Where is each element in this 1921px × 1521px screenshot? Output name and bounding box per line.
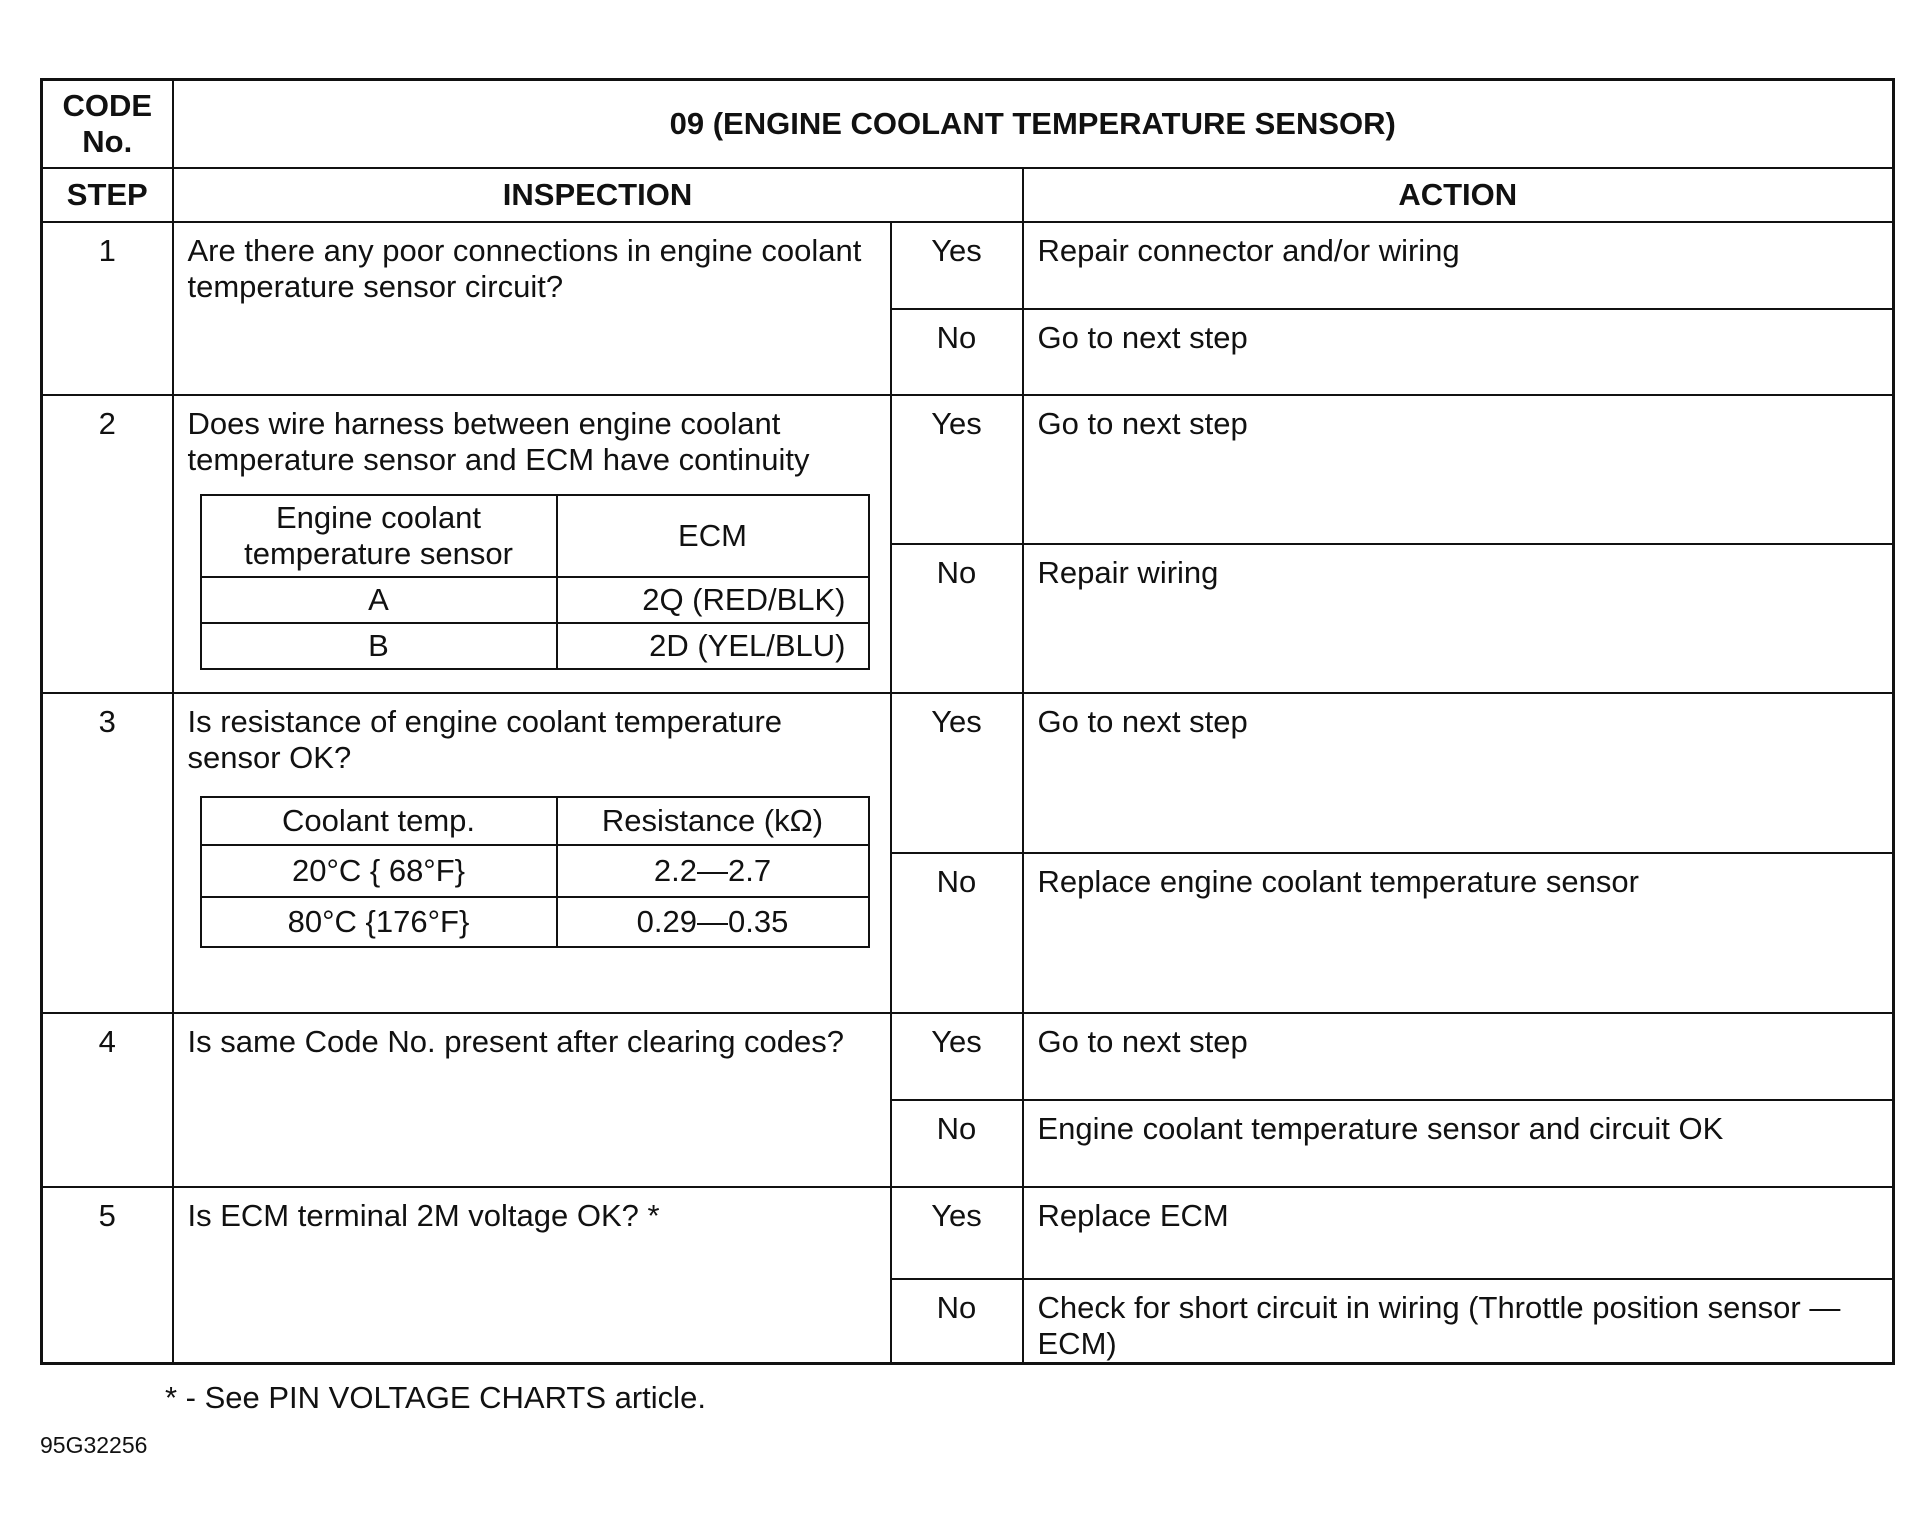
no-action: Replace engine coolant temperature sensor [1023,853,1894,1012]
yes-action: Go to next step [1023,395,1894,544]
inspection-question: Does wire harness between engine coolant temperature sensor and ECM have continuity [187,405,810,477]
inspection-question: Is same Code No. present after clearing codes? [173,1013,891,1187]
no-label: No [891,1279,1023,1364]
continuity-table [200,494,870,670]
no-action: Engine coolant temperature sensor and circuit OK [1023,1100,1894,1187]
step-number: 4 [42,1013,173,1187]
table-cell: 2D (YEL/BLU) [557,623,869,669]
table-row [201,623,869,669]
code-title: 09 (ENGINE COOLANT TEMPERATURE SENSOR) [173,80,1894,168]
no-label: No [891,1100,1023,1187]
no-label: No [891,309,1023,395]
figure-id: 95G32256 [40,1432,148,1458]
no-label: No [891,853,1023,1012]
table-header-sensor: Engine coolant temperature sensor [201,495,557,577]
yes-label: Yes [891,1187,1023,1279]
step-2-yes-row [42,395,1894,544]
code-header-row [42,80,1894,168]
inspection-cell [173,693,891,1012]
yes-action: Go to next step [1023,1013,1894,1100]
column-header-row [42,168,1894,222]
inspection-question: Is resistance of engine coolant temperature sensor OK? [187,704,783,776]
step-1-yes-row [42,222,1894,309]
table-row [201,577,869,623]
table-cell: 80°C {176°F} [201,897,557,947]
resistance-table [200,796,870,948]
step-number: 2 [42,395,173,693]
table-cell: A [201,577,557,623]
yes-label: Yes [891,693,1023,853]
action-column-header: ACTION [1023,168,1894,222]
no-action: Go to next step [1023,309,1894,395]
inspection-question: Are there any poor connections in engine coolant temperature sensor circuit? [173,222,891,395]
step-3-yes-row [42,693,1894,853]
step-column-header: STEP [42,168,173,222]
step-5-yes-row [42,1187,1894,1279]
inspection-column-header: INSPECTION [173,168,1023,222]
yes-action: Go to next step [1023,693,1894,853]
step-number: 3 [42,693,173,1012]
table-header-ecm: ECM [557,495,869,577]
table-cell: 20°C { 68°F} [201,845,557,897]
yes-label: Yes [891,1013,1023,1100]
table-cell: 2Q (RED/BLK) [557,577,869,623]
yes-action: Repair connector and/or wiring [1023,222,1894,309]
table-row [201,897,869,947]
no-action: Repair wiring [1023,544,1894,693]
table-cell: B [201,623,557,669]
yes-action: Replace ECM [1023,1187,1894,1279]
yes-label: Yes [891,395,1023,544]
inspection-question: Is ECM terminal 2M voltage OK? * [173,1187,891,1364]
code-number-label: CODE No. [42,80,173,168]
no-label: No [891,544,1023,693]
step-4-yes-row [42,1013,1894,1100]
table-cell: 2.2—2.7 [557,845,869,897]
table-header-coolant-temp: Coolant temp. [201,797,557,845]
table-row [201,845,869,897]
table-cell: 0.29—0.35 [557,897,869,947]
inspection-cell [173,395,891,693]
yes-label: Yes [891,222,1023,309]
no-action: Check for short circuit in wiring (Throttle position sensor — ECM) [1023,1279,1894,1364]
table-header-resistance: Resistance (kΩ) [557,797,869,845]
diagnostic-table [40,78,1895,1365]
footnote: * - See PIN VOLTAGE CHARTS article. [165,1380,706,1415]
step-number: 5 [42,1187,173,1364]
step-number: 1 [42,222,173,395]
